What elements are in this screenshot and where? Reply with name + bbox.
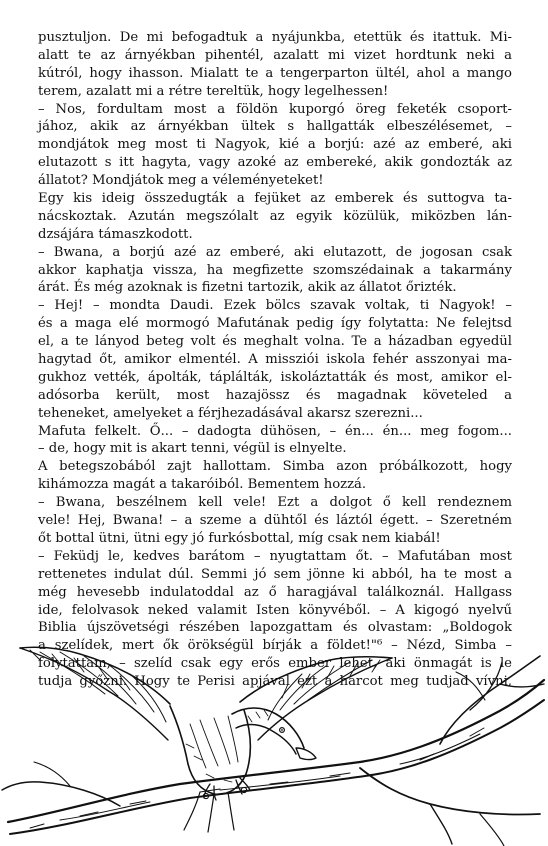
text-line: Biblia újszövetségi részében lapozgattam és olvastam: „Boldogok: [38, 620, 512, 636]
text-line: árát. És még azoknak is fizetni tartozik, akik az állatot őrizték.: [38, 280, 457, 296]
text-line: alatt te az árnyékban pihentél, azalatt mi vizet hordtunk neki a: [38, 47, 512, 63]
text-line: folytattam, – szelíd csak egy erős ember lehet, aki önmagát is le: [38, 656, 512, 672]
text-line: – Feküdj le, kedves barátom – nyugtattam őt. – Mafutában most: [38, 548, 512, 564]
text-line: teheneket, amelyeket a férjhezadásával akarsz szerezni...: [38, 405, 423, 421]
text-line: mondjátok meg most ti Nagyok, kié a borjú: azé az emberé, aki: [38, 137, 512, 153]
text-line: terem, azalatt mi a rétre tereltük, hogy legelhessen!: [38, 83, 389, 99]
text-line: Egy kis ideig összedugták a fejüket az emberek és suttogva ta-: [38, 191, 512, 207]
text-line: kihámozza magát a takaróiból. Bementem hozzá.: [38, 477, 367, 493]
text-line: jához, akik az árnyékban ültek s hallgatták elbeszélésemet, –: [38, 119, 512, 135]
text-line: – Bwana, beszélnem kell vele! Ezt a dolgot ő kell rendeznem: [38, 495, 512, 511]
text-line: elutazott s itt hagyta, vagy azoké az embereké, akik gondozták az: [38, 155, 512, 171]
text-line: még hevesebb indulatoddal az ő haragjával találkoznál. Hallgass: [38, 584, 512, 600]
text-line: pusztuljon. De mi befogadtuk a nyájunkba, etettük és itattuk. Mi-: [38, 30, 512, 45]
text-line: hagytad őt, amikor elmentél. A missziói iskola fehér asszonyai ma-: [38, 352, 512, 368]
body-text: [38, 29, 512, 691]
text-line: – Bwana, a borjú azé az emberé, aki elutazott, de jogosan csak: [38, 244, 512, 260]
text-line: akkor kaphatja vissza, ha megfizette szomszédainak a takarmány: [38, 262, 512, 278]
text-line: rettenetes indulat dúl. Semmi jó sem jönne ki abból, ha te most a: [38, 566, 512, 582]
text-line: gukhoz vették, ápolták, táplálták, iskoláztatták és most, amikor el-: [38, 369, 512, 385]
text-line: – Hej! – mondta Daudi. Ezek bölcs szavak voltak, ti Nagyok! –: [38, 298, 512, 314]
text-line: vele! Hej, Bwana! – a szeme a dühtől és láztól égett. – Szeretném: [38, 513, 512, 529]
eagle-drawing: [0, 644, 548, 846]
text-line: nácskoztak. Azután megszólalt az egyik közülük, miközben lán-: [38, 208, 512, 224]
text-line: A betegszobából zajt hallottam. Simba azon próbálkozott, hogy: [38, 459, 512, 475]
text-line: dzsájára támaszkodott.: [38, 226, 193, 242]
text-line: adósorba került, most hazajössz és magadnak követeled a: [38, 387, 512, 403]
text-line: őt bottal ütni, ütni egy jó furkósbottal, míg csak nem kiabál!: [38, 530, 441, 546]
text-line: állatot? Mondjátok meg a véleményeteket!: [38, 173, 324, 189]
text-line: és a maga elé mormogó Mafutának pedig így folytatta: Ne felejtsd: [38, 316, 512, 332]
text-line: el, a te lányod beteg volt és meghalt volna. Te a házadban egyedül: [38, 334, 512, 350]
text-line: tudja győzni. Hogy te Perisi apjával ezt a harcot meg tudjad vívni,: [38, 674, 512, 690]
text-line: ide, felolvasok neked valamit Isten könyvéből. – A kigogó nyelvű: [38, 602, 512, 618]
text-line: – de, hogy mit is akart tenni, végül is elnyelte.: [38, 441, 347, 457]
text-line: – Nos, fordultam most a földön kuporgó öreg feketék csoport-: [38, 101, 512, 117]
text-line: kútról, hogy ihasson. Mialatt te a tengerparton ültél, ahol a mango: [38, 65, 512, 81]
eagle-on-branch-illustration: [0, 644, 548, 846]
text-line: Mafuta felkelt. Ő... – dadogta dühösen, – én... én... meg fogom...: [38, 423, 512, 439]
text-line: a szelídek, mert ők örökségül bírják a földet!"⁶ – Nézd, Simba –: [38, 638, 512, 654]
